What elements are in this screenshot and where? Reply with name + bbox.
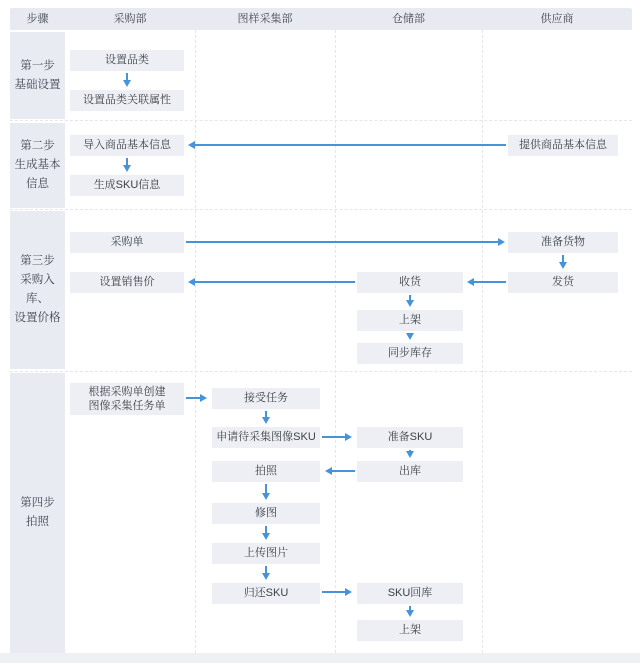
step-label: 第三步: [20, 255, 55, 267]
lane-divider-3: [482, 30, 483, 653]
node-create-image-task: [70, 383, 184, 415]
node-return-sku: 归还SKU: [212, 583, 320, 604]
node-create-image-task-line2: 图像采集任务单: [88, 400, 166, 412]
step-label: 第一步: [20, 59, 55, 72]
step-block-2: [10, 123, 65, 208]
node-set-category-attributes: 设置品类关联属性: [70, 90, 184, 111]
lane-divider-1: [195, 30, 196, 653]
lane-header-warehouse-dept: 仓储部: [392, 13, 425, 25]
lane-header-steps: 步骤: [26, 13, 49, 25]
lane-header-supplier: 供应商: [540, 13, 574, 25]
node-generate-sku-info: 生成SKU信息: [70, 175, 184, 196]
step-label: 设置价格: [14, 312, 61, 324]
step-label: 基础设置: [14, 78, 61, 91]
node-shelve-again: 上架: [357, 620, 463, 641]
step-label: 拍照: [26, 516, 49, 528]
node-sync-stock: 同步库存: [357, 343, 463, 364]
step-label: 采购入库、: [20, 274, 55, 305]
node-apply-collect-sku: 申请待采集图像SKU: [212, 427, 320, 448]
page-bottom-strip: [0, 653, 640, 663]
row-divider-2: [10, 209, 632, 210]
node-set-category: 设置品类: [70, 50, 184, 71]
node-edit-photo: 修图: [212, 503, 320, 524]
node-prepare-sku: 准备SKU: [357, 427, 463, 448]
step-block-1: [10, 32, 65, 119]
node-prepare-goods: 准备货物: [508, 232, 618, 253]
node-provide-product-info: 提供商品基本信息: [508, 135, 618, 156]
node-receive-goods: 收货: [357, 272, 463, 293]
row-divider-1: [10, 120, 632, 121]
node-create-image-task-line1: 根据采购单创建: [88, 386, 166, 398]
lane-divider-2: [335, 30, 336, 653]
node-import-product-info: 导入商品基本信息: [70, 135, 184, 156]
step-label: 生成基本信息: [14, 159, 61, 190]
node-shelve: 上架: [357, 310, 463, 331]
step-block-4: [10, 373, 65, 653]
node-accept-task: 接受任务: [212, 388, 320, 409]
row-divider-3: [10, 371, 632, 372]
step-block-3: [10, 211, 65, 369]
node-purchase-order: 采购单: [70, 232, 184, 253]
node-outbound: 出库: [357, 461, 463, 482]
node-upload-photo: 上传图片: [212, 543, 320, 564]
step-label: 第四步: [20, 497, 55, 509]
lane-header-image-collection-dept: 图样采集部: [237, 13, 293, 25]
node-sku-back-to-store: SKU回库: [357, 583, 463, 604]
node-take-photo: 拍照: [212, 461, 320, 482]
node-set-sale-price: 设置销售价: [70, 272, 184, 293]
node-ship-goods: 发货: [508, 272, 618, 293]
step-label: 第二步: [20, 140, 55, 152]
lane-header-purchasing-dept: 采购部: [113, 13, 147, 25]
